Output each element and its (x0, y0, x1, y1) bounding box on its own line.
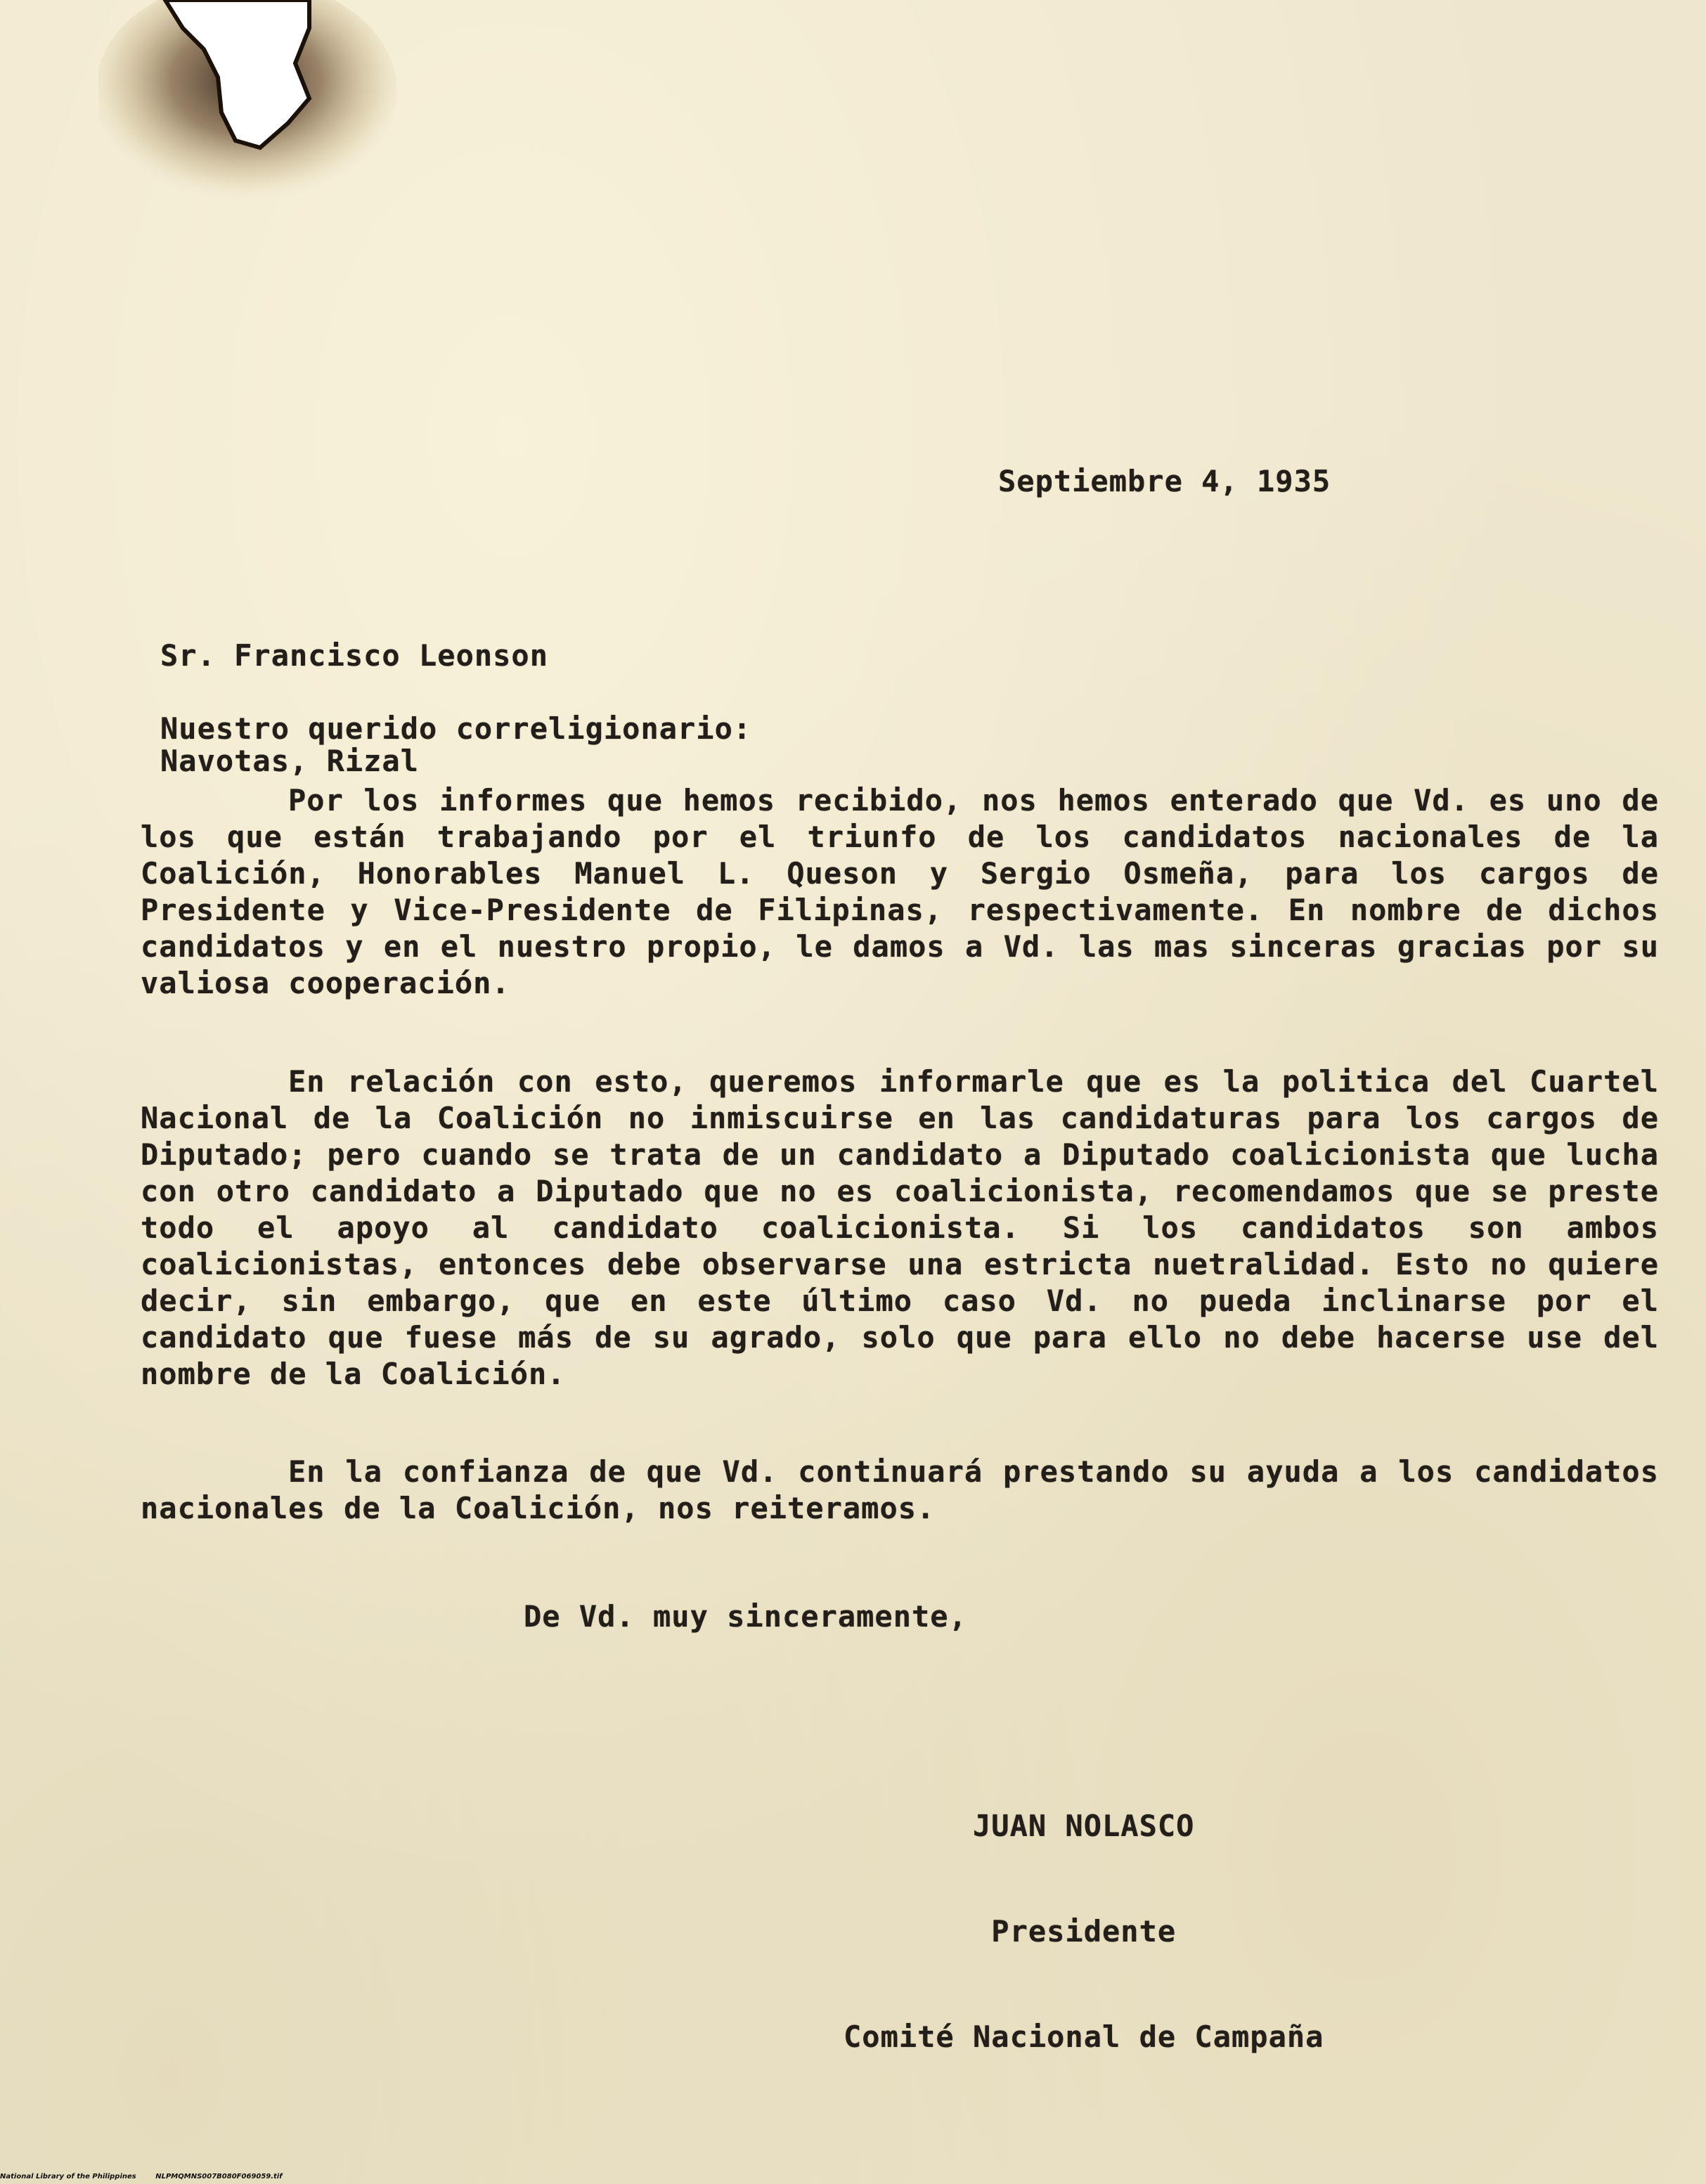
library-credit: National Library of the Philippines (0, 2173, 136, 2180)
archive-footer (0, 2173, 1706, 2183)
salutation: Nuestro querido correligionario: (160, 711, 752, 746)
closing: De Vd. muy sinceramente, (524, 1599, 967, 1634)
paragraph-1: Por los informes que hemos recibido, nos hemos enterado que Vd. es uno de los que están trabajando por el triunfo de los candidatos nacionales de la Coalición, Honorables Manuel L. Queson y Sergio Osmeña, para los cargos de Presidente y Vice-Presidente de Filipinas, respectivamente. En nombre de dichos candidatos y en el nuestro propio, le damos a Vd. las mas sinceras gracias por su valiosa cooperación. (141, 783, 1659, 1000)
signatory-organization: Comité Nacional de Campaña (844, 2020, 1324, 2054)
signature-block (844, 1738, 1324, 2090)
recipient-name: Sr. Francisco Leonson (160, 638, 549, 673)
letter-date: Septiembre 4, 1935 (998, 464, 1331, 498)
paragraph-2: En relación con esto, queremos informarle que es la politica del Cuartel Nacional de la Coalición no inmiscuirse en las candidaturas para los cargos de Diputado; pero cuando se trata de un candidato a Diputado coalicionista que lucha con otro candidato a Diputado que no es coalicionista, recomendamos que se preste todo el apoyo al candidato coalicionista. Si los candidatos son ambos coalicionistas, entonces debe observarse una estricta nuetralidad. Esto no quiere decir, sin embargo, que en este último caso Vd. no pueda inclinarse por el candidato que fuese más de su agrado, solo que para ello no debe hacerse use del nombre de la Coalición. (141, 1064, 1659, 1391)
burn-damage (98, 0, 408, 211)
recipient-location: Navotas, Rizal (160, 744, 420, 778)
signatory-title: Presidente (991, 1914, 1177, 1949)
signatory-name: JUAN NOLASCO (973, 1809, 1195, 1843)
scan-filename: NLPMQMNS007B080F069059.tif (155, 2173, 283, 2180)
recipient-address (160, 568, 548, 814)
paragraph-3: En la confianza de que Vd. continuará prestando su ayuda a los candidatos nacionales de la Coalición, nos reiteramos. (141, 1454, 1659, 1525)
